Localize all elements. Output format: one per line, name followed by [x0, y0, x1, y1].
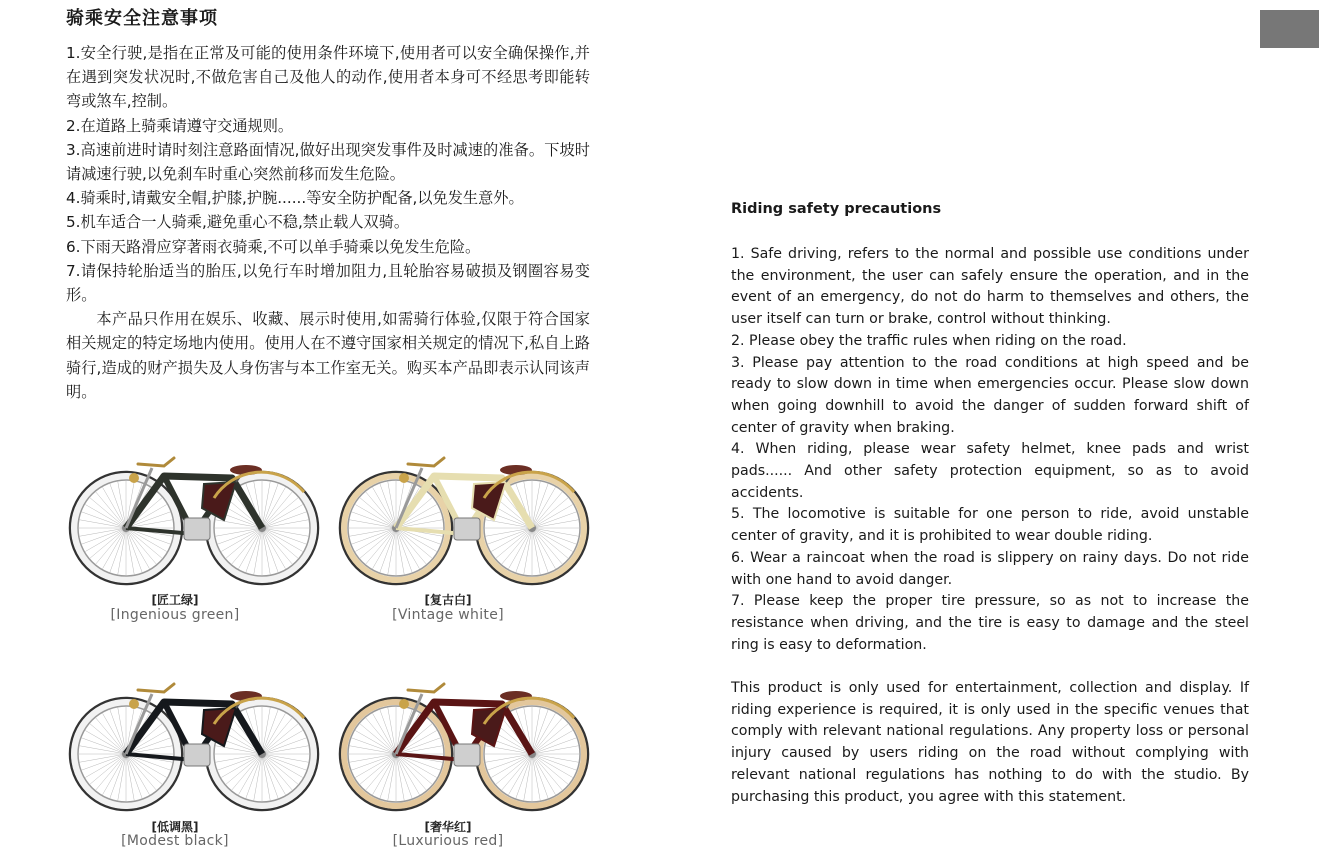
- en-item: 7. Please keep the proper tire pressure, so as not to increase the resistance when driving, and the tire is easy to damage and the steel ring is easy to deformation.: [731, 593, 1249, 653]
- en-item: 6. Wear a raincoat when the road is slippery on rainy days. Do not ride with one hand to avoid danger.: [731, 549, 1249, 588]
- variant-label-en: [Luxurious red]: [392, 833, 504, 849]
- cn-disclaimer: 本产品只作用在娱乐、收藏、展示时使用,如需骑行体验,仅限于符合国家相关规定的特定场地内使用。使用人在不遵守国家相关规定的情况下,私自上路骑行,造成的财产损失及人身伤害与本工作室无关。购买本产品即表示认同该声明。: [66, 310, 590, 401]
- variant-label-cn: [奢华红]: [424, 820, 472, 834]
- bike-image-white: [334, 448, 594, 588]
- en-item: 2. Please obey the traffic rules when riding on the road.: [731, 332, 1127, 349]
- variant-label-en: [Modest black]: [121, 833, 229, 849]
- cn-title: 骑乘安全注意事项: [66, 8, 218, 29]
- bike-image-red: [334, 674, 594, 814]
- en-item: 1. Safe driving, refers to the normal and possible use conditions under the environment, the user can safely ensure the operation, and in the event of an emergency, do not do harm to themselves and others, the user itself can turn or brake, control without thinking.: [731, 246, 1249, 328]
- cn-item: 3.高速前进时请时刻注意路面情况,做好出现突发事件及时减速的准备。下坡时请减速行驶,以免刹车时重心突然前移而发生危险。: [66, 140, 590, 184]
- en-item: 5. The locomotive is suitable for one person to ride, avoid unstable center of gravity, and it is prohibited to wear double riding.: [731, 506, 1249, 545]
- en-item: 4. When riding, please wear safety helmet, knee pads and wrist pads...... And other safety protection equipment, so as to avoid accidents.: [731, 441, 1249, 501]
- cn-body: [66, 41, 590, 404]
- bike-drawing: [334, 674, 594, 814]
- cn-item: 5.机车适合一人骑乘,避免重心不稳,禁止载人双骑。: [66, 213, 410, 232]
- bike-drawing: [64, 674, 324, 814]
- variant-label-en: [Vintage white]: [392, 607, 504, 623]
- cn-item: 1.安全行驶,是指在正常及可能的使用条件环境下,使用者可以安全确保操作,并在遇到突发状况时,不做危害自己及他人的动作,使用者本身可不经思考即能转弯或煞车,控制。: [66, 44, 590, 111]
- bike-image-black: [64, 674, 324, 814]
- en-title: Riding safety precautions: [731, 201, 942, 217]
- variant-label-en: [Ingenious green]: [110, 607, 240, 623]
- variant-label-cn: [低调黑]: [151, 820, 199, 834]
- bike-drawing: [334, 448, 594, 588]
- bike-image-green: [64, 448, 324, 588]
- variant-label-cn: [复古白]: [424, 593, 472, 607]
- en-item: 3. Please pay attention to the road conditions at high speed and be ready to slow down in time when emergencies occur. Please slow down when going downhill to avoid the danger of sudden forward shift of center of gravity when braking.: [731, 354, 1249, 436]
- variant-label-cn: [匠工绿]: [151, 593, 199, 607]
- cn-item: 6.下雨天路滑应穿著雨衣骑乘,不可以单手骑乘以免发生危险。: [66, 237, 481, 256]
- cn-item: 2.在道路上骑乘请遵守交通规则。: [66, 116, 294, 135]
- corner-tab: [1260, 10, 1319, 48]
- cn-item: 7.请保持轮胎适当的胎压,以免行车时增加阻力,且轮胎容易破损及钢圈容易变形。: [66, 261, 590, 305]
- en-disclaimer: This product is only used for entertainment, collection and display. If riding experience is required, it is only used in the specific venues that comply with relevant national regulations. Any property loss or personal injury caused by users riding on the road without complying with relevant national regulations has nothing to do with the studio. By purchasing this product, you agree with this statement.: [731, 680, 1249, 805]
- cn-item: 4.骑乘时,请戴安全帽,护膝,护腕......等安全防护配备,以免发生意外。: [66, 189, 524, 208]
- en-body: [731, 244, 1249, 808]
- bike-drawing: [64, 448, 324, 588]
